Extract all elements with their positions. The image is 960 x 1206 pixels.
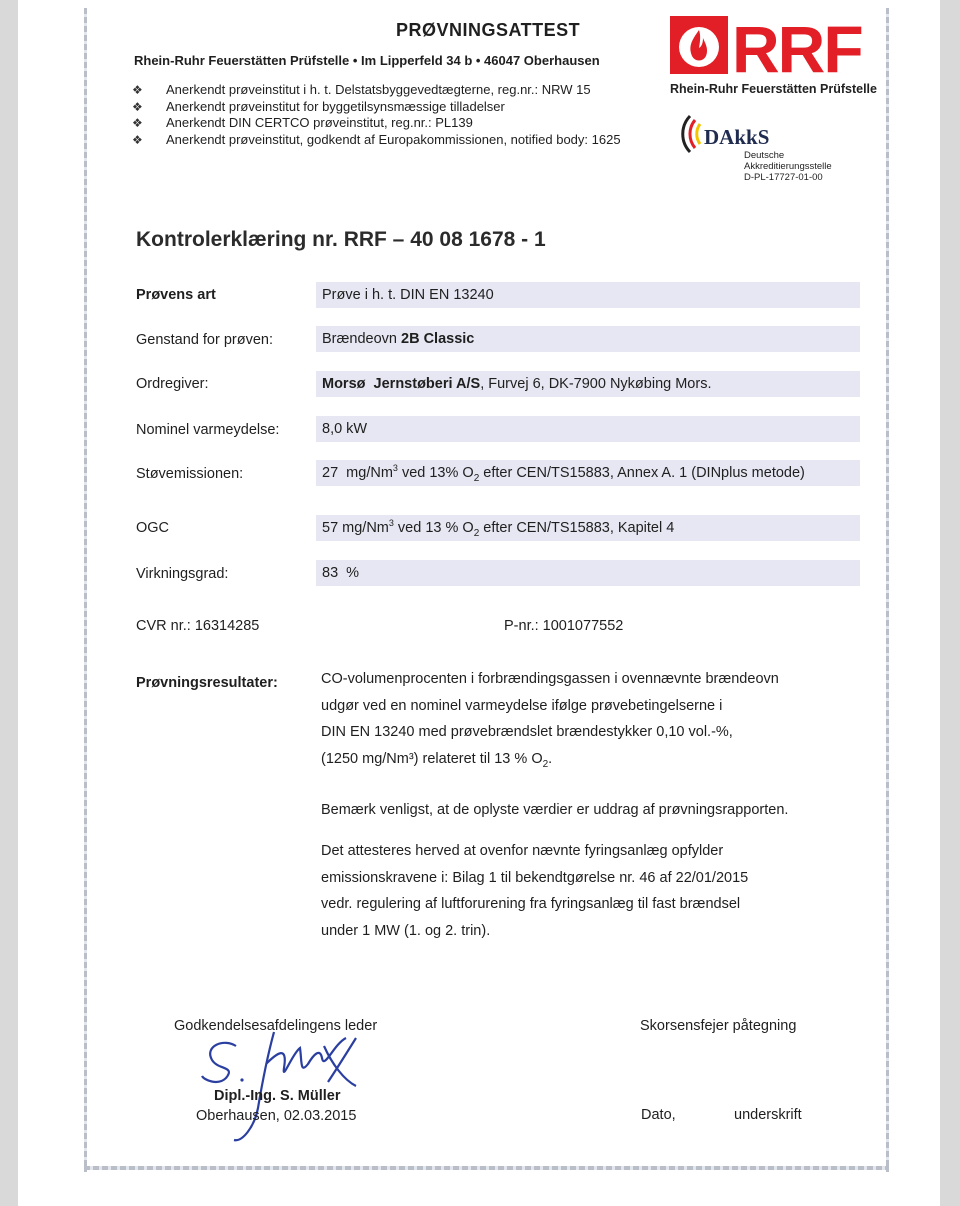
label-stoev: Støvemissionen:	[136, 466, 244, 482]
approver-title: Godkendelsesafdelingens leder	[174, 1018, 378, 1034]
label-varmeydelse: Nominel varmeydelse:	[136, 422, 280, 438]
rrf-subtitle: Rhein-Ruhr Feuerstätten Prüfstelle	[670, 82, 877, 96]
accreditation-item: ❖ Anerkendt prøveinstitut, godkendt af Europakommissionen, notified body: 1625	[132, 131, 621, 147]
accreditation-item: ❖ Anerkendt DIN CERTCO prøveinstitut, reg.nr.: PL139	[132, 115, 473, 130]
field-provens-art: Prøve i h. t. DIN EN 13240	[316, 282, 860, 308]
dakks-line3: D-PL-17727-01-00	[744, 172, 823, 183]
rrf-logo-text: RRF	[732, 16, 862, 80]
dakks-logo	[680, 108, 840, 188]
field-virkningsgrad: 83 %	[316, 560, 860, 586]
field-ogc: 57 mg/Nm$^3$ ved 13 % $O_2$ efter CEN/TS15883, Kapitel 4	[316, 515, 860, 541]
label-provens-art: Prøvens art	[136, 287, 216, 303]
results-paragraph-2: Bemærk venligst, at de oplyste værdier er uddrag af prøvningsrapporten.	[321, 802, 789, 818]
cvr-number: CVR nr.: 16314285	[136, 618, 260, 634]
page-border-bottom	[84, 1166, 889, 1170]
label-virkningsgrad: Virkningsgrad:	[136, 566, 229, 582]
page-border-right	[886, 8, 889, 1172]
institute-address: Rhein-Ruhr Feuerstätten Prüfstelle • Im Lipperfeld 34 b • 46047 Oberhausen	[134, 53, 600, 68]
field-genstand: Brændeovn 2B Classic	[316, 326, 860, 352]
dakks-line2: Akkreditierungsstelle	[744, 161, 832, 172]
dakks-line1: Deutsche	[744, 150, 785, 161]
page-border-left	[84, 8, 87, 1172]
bullet-icon: ❖	[132, 99, 143, 114]
label-results: Prøvningsresultater:	[136, 675, 278, 691]
date-label: Dato,	[641, 1107, 676, 1123]
accreditation-list	[132, 82, 621, 148]
accreditation-item: ❖ Anerkendt prøveinstitut for byggetilsynsmæssige tilladelser	[132, 98, 505, 114]
viewer-right-margin	[940, 0, 960, 1206]
handwritten-signature	[196, 1024, 386, 1144]
label-ogc: OGC	[136, 520, 170, 536]
signer-name: Dipl.-Ing. S. Müller	[214, 1088, 341, 1104]
rrf-logo	[670, 16, 866, 80]
signature-label: underskrift	[734, 1107, 802, 1123]
bullet-icon: ❖	[132, 83, 143, 97]
results-paragraph-1: CO-volumenprocenten i forbrændingsgassen i ovennævnte brændeovn udgør ved en nominel varmeydelse ifølge prøvebetingelserne i DIN EN 13240 med prøvebrændslet brændestykker 0,10 vol.-%, (1250 mg/Nm³) relateret til 13 % $O_2$.	[321, 671, 779, 770]
document-heading: PRØVNINGSATTEST	[396, 20, 581, 40]
p-number: P-nr.: 1001077552	[504, 618, 624, 634]
results-paragraph-3: Det attesteres herved at ovenfor nævnte fyringsanlæg opfylder emissionskravene i: Bilag 1 til bekendtgørelse nr. 46 af 22/01/2015 vedr. regulering af luftforurening fra fyringsanlæg til fast brændsel under 1 MW (1. og 2. trin).	[321, 843, 749, 939]
field-varmeydelse: 8,0 kW	[316, 416, 860, 442]
viewer-left-margin	[0, 0, 18, 1206]
bullet-icon: ❖	[132, 132, 143, 147]
chimney-sweep-title: Skorsensfejer påtegning	[640, 1018, 797, 1034]
dakks-text: DAkkS	[704, 125, 770, 149]
place-and-date: Oberhausen, 02.03.2015	[196, 1108, 357, 1124]
field-stoev: 27 mg/Nm$^3$ ved 13% $O_2$ efter CEN/TS15883, Annex A. 1 (DINplus metode)	[316, 460, 860, 486]
label-ordregiver: Ordregiver:	[136, 376, 209, 392]
label-genstand: Genstand for prøven:	[136, 332, 274, 348]
field-ordregiver: Morsø Jernstøberi A/S, Furvej 6, DK-7900 Nykøbing Mors.	[316, 371, 860, 397]
bullet-icon: ❖	[132, 116, 143, 130]
accreditation-item: ❖ Anerkendt prøveinstitut i h. t. Delstatsbyggevedtægterne, reg.nr.: NRW 15	[132, 82, 591, 97]
declaration-title: Kontrolerklæring nr. RRF – 40 08 1678 - 1	[136, 228, 546, 251]
